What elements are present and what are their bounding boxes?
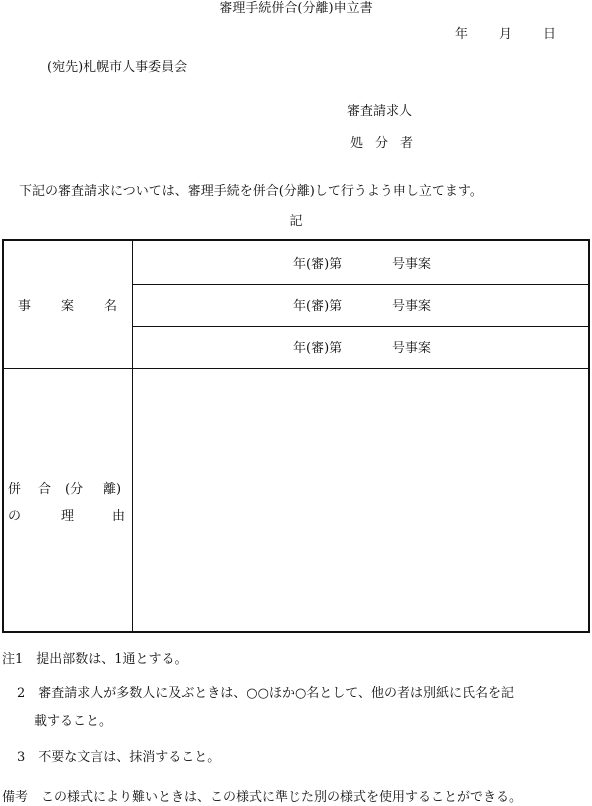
case-number-prefix: 年(審)第 [293,299,343,314]
note-2: 2 審査請求人が多数人に及ぶときは、○○ほか○名として、他の者は別紙に氏名を記 [17,686,515,701]
requester-label: 審査請求人 [347,104,413,119]
ki-heading: 記 [289,214,303,229]
reason-label-char: (分 [65,482,84,497]
case-row [133,341,588,357]
reason-label-char: 理 [61,509,75,524]
case-table [2,239,590,633]
request-statement: 下記の審査請求については、審理手続を併合(分離)して行うよう申し立てます。 [19,184,483,199]
date-month: 月 [499,27,513,42]
reason-label-char: の [8,509,22,524]
reason-label-char: 離) [103,482,122,497]
reason-label-char: 併 [8,482,22,497]
case-name-label-char: 事 [18,299,32,314]
case-number-prefix: 年(審)第 [293,341,343,356]
reason-label-char: 由 [112,509,126,524]
date-day: 日 [543,27,557,42]
case-number-suffix: 号事案 [392,257,432,272]
document-title: 審理手続併合(分離)申立書 [219,1,373,16]
case-name-label-char: 名 [104,299,118,314]
reason-label-char: 合 [38,482,52,497]
date-year: 年 [455,27,469,42]
row-divider [133,326,588,327]
row-divider [133,284,588,285]
case-number-suffix: 号事案 [392,299,432,314]
case-number-suffix: 号事案 [392,341,432,356]
note-3: 3 不要な文言は、抹消すること。 [17,750,221,765]
case-row [133,257,588,273]
addressee: (宛先)札幌市人事委員会 [47,60,188,75]
case-row [133,299,588,315]
note-2-continuation: 載すること。 [34,714,113,729]
case-number-prefix: 年(審)第 [293,257,343,272]
note-1: 注1 提出部数は、1通とする。 [2,652,188,667]
disposer-label: 処分者 [350,136,426,151]
case-name-label-char: 案 [61,299,75,314]
remark: 備考 この様式により難いときは、この様式に準じた別の様式を使用することができる。 [2,790,523,805]
section-divider [4,368,588,369]
